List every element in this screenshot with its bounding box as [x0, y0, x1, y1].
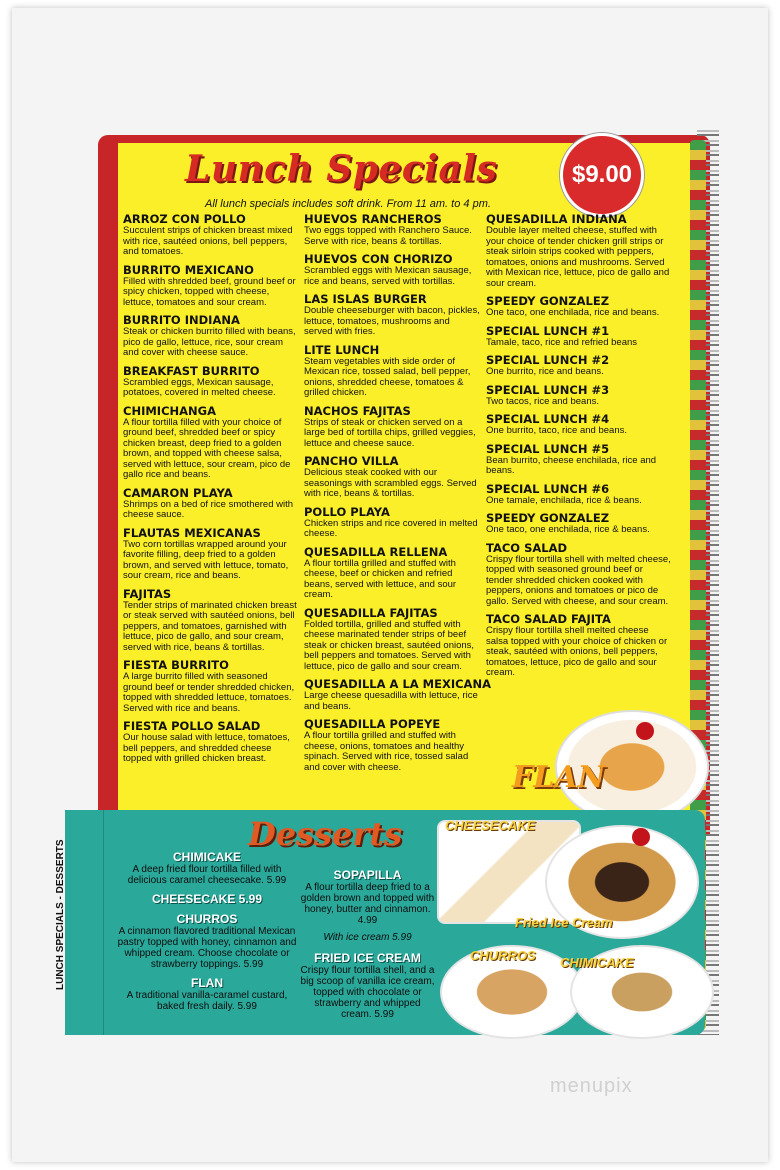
- menu-item-name: CAMARON PLAYA: [123, 485, 233, 500]
- menu-item: [304, 213, 480, 247]
- menu-item-name: FLAUTAS MEXICANAS: [123, 525, 261, 540]
- menu-item: [123, 213, 299, 258]
- menu-item-name: FAJITAS: [123, 586, 172, 601]
- menu-item-name: FIESTA BURRITO: [123, 658, 229, 672]
- menu-item-name: SPEEDY GONZALEZ: [486, 294, 610, 308]
- dessert-note: With ice cream 5.99: [323, 932, 412, 943]
- menu-item: [123, 588, 299, 654]
- menu-item-name: QUESADILLA A LA MEXICANA: [304, 677, 491, 691]
- menu-item-desc: Delicious steak cooked with our seasonings with scrambled eggs. Served with rice, beans & tortillas.: [304, 467, 477, 499]
- menu-item-name: PANCHO VILLA: [304, 454, 399, 468]
- menu-item: [486, 413, 672, 437]
- menu-item-name: BURRITO MEXICANO: [123, 262, 254, 277]
- menu-item-name: TACO SALAD FAJITA: [486, 612, 611, 626]
- fried-ice-cream-photo-label: Fried Ice Cream: [515, 915, 613, 930]
- menu-item-name: SPEEDY GONZALEZ: [486, 511, 610, 525]
- menu-item-name: NACHOS FAJITAS: [304, 403, 411, 418]
- menu-item: [123, 405, 299, 481]
- menu-item: [123, 659, 299, 714]
- menu-item-desc: Double cheeseburger with bacon, pickles, lettuce, tomatoes, mushrooms and served with fries.: [304, 305, 480, 337]
- dessert-name: SOPAPILLA: [333, 868, 402, 882]
- menu-item-name: HUEVOS RANCHEROS: [304, 212, 442, 226]
- dessert-name: FLAN: [191, 976, 223, 990]
- menu-item-desc: One taco, one enchilada, rice and beans.: [486, 307, 660, 318]
- desserts-column-2: [300, 868, 435, 1026]
- menu-item-desc: A flour tortilla filled with your choice of ground beef, shredded beef or spicy chicken breast, deep fried to a golden brown, and topped with cheese salsa, served with lettuce, sour cream, pico de gallo rice and beans.: [123, 416, 291, 480]
- menu-item-name: SPECIAL LUNCH #1: [486, 323, 610, 338]
- menu-item-name: SPECIAL LUNCH #4: [486, 412, 610, 426]
- dessert-name: FRIED ICE CREAM: [314, 951, 421, 965]
- menu-item-name: ARROZ CON POLLO: [123, 212, 246, 226]
- menu-item-name: SPECIAL LUNCH #3: [486, 382, 610, 397]
- churros-photo-label: CHURROS: [470, 948, 536, 963]
- menu-item-name: QUESADILLA FAJITAS: [304, 605, 438, 620]
- lunch-subtitle: All lunch specials includes soft drink. From 11 am. to 4 pm.: [205, 198, 491, 210]
- menu-item: [304, 253, 480, 287]
- flan-photo-label: FLAN: [512, 760, 606, 795]
- dessert-desc: A cinnamon flavored traditional Mexican pastry topped with honey, cinnamon and whipped cream. Choose chocolate or strawberry toppings. 5.99: [117, 926, 297, 970]
- menu-item-name: LAS ISLAS BURGER: [304, 292, 427, 306]
- menu-item-name: HUEVOS CON CHORIZO: [304, 252, 453, 266]
- menu-item: [486, 213, 672, 289]
- menu-item: [123, 264, 299, 309]
- lunch-column-1: [123, 213, 299, 771]
- menu-item: [123, 527, 299, 582]
- desserts-title: Desserts: [248, 815, 403, 853]
- menu-item-desc: One tamale, enchilada, rice & beans.: [486, 494, 642, 506]
- menu-item-desc: Steak or chicken burrito filled with beans, pico de gallo, lettuce, rice, sour cream and cover with cheese sauce.: [123, 326, 296, 358]
- menu-item-desc: Bean burrito, cheese enchilada, rice and beans.: [486, 454, 657, 476]
- menu-item-desc: Folded tortilla, grilled and stuffed with cheese marinated tender strips of beef steak or chicken breast, sautéed onions, bell peppers and tomatoes. Served with lettuce, pico de gallo and sour cream.: [304, 618, 475, 672]
- menu-item-desc: Two eggs topped with Ranchero Sauce. Serve with rice, beans & tortillas.: [304, 225, 472, 247]
- menu-item-desc: Large cheese quesadilla with lettuce, rice and beans.: [304, 690, 478, 712]
- menu-item-name: LITE LUNCH: [304, 342, 380, 357]
- menu-item-desc: A flour tortilla grilled and stuffed with cheese, onions, tomatoes and healthy spinach. Served with rice, tossed salad and cover with cheese.: [304, 730, 469, 773]
- lunch-column-3: [486, 213, 672, 685]
- menu-item: [486, 325, 672, 349]
- menu-item-desc: Succulent strips of chicken breast mixed with rice, sautéed onions, bell peppers, and tomatoes.: [123, 225, 293, 257]
- menu-item: [123, 314, 299, 359]
- menu-item-name: TACO SALAD: [486, 540, 568, 555]
- lunch-column-2: [304, 212, 491, 779]
- menu-item-name: SPECIAL LUNCH #6: [486, 481, 610, 496]
- menu-item-desc: Scrambled eggs, Mexican sausage, potatoes, covered in melted cheese.: [123, 376, 276, 398]
- menu-item-name: SPECIAL LUNCH #2: [486, 353, 610, 367]
- menu-item: [304, 455, 480, 500]
- menu-item-desc: Chicken strips and rice covered in melted cheese.: [304, 517, 478, 539]
- menu-item-desc: One taco, one enchilada, rice & beans.: [486, 524, 650, 535]
- menu-item: [486, 443, 672, 477]
- menu-item-desc: Crispy flour tortilla shell melted cheese salsa topped with your choice of chicken or steak, sautéed with onions, bell peppers, tomatoes, lettuce, pico de gallo and sour cream.: [486, 625, 668, 678]
- menu-item-desc: Steam vegetables with side order of Mexican rice, tossed salad, bell pepper, onions, shredded cheese, tomatoes & grilled chicken.: [304, 355, 471, 398]
- desserts-tab: [65, 810, 104, 1035]
- menu-item-desc: Shrimps on a bed of rice smothered with cheese sauce.: [123, 498, 294, 520]
- menu-item-name: SPECIAL LUNCH #5: [486, 441, 610, 456]
- menu-item-desc: Double layer melted cheese, stuffed with your choice of tender chicken grill strips or steak sirloin strips cooked with peppers, tomatoes, onions and mushrooms. Served with Mexican rice, lettuce, pico de gallo and sour cream.: [486, 225, 670, 289]
- menu-item: [304, 506, 480, 540]
- menu-item: [304, 607, 480, 673]
- chimicake-photo-label: CHIMICAKE: [560, 955, 634, 970]
- watermark: menupix: [550, 1075, 633, 1097]
- menu-item: [486, 295, 672, 319]
- dessert-desc: Crispy flour tortilla shell, and a big scoop of vanilla ice cream, topped with chocolate or strawberry and whipped cream. 5.99: [300, 965, 435, 1020]
- cherry-icon: [636, 722, 654, 740]
- menu-item: [486, 384, 672, 408]
- menu-item: [304, 718, 480, 773]
- menu-item-name: BURRITO INDIANA: [123, 313, 240, 327]
- menu-item-desc: A large burrito filled with seasoned ground beef or tender shredded chicken, topped with shredded lettuce, tomatoes. Served with rice and beans.: [123, 671, 295, 714]
- menu-item-desc: Strips of steak or chicken served on a large bed of tortilla chips, grilled veggies, lettuce and cheese sauce.: [304, 416, 476, 449]
- menu-item-name: QUESADILLA RELLENA: [304, 544, 448, 559]
- menu-item-desc: One burrito, rice and beans.: [486, 366, 604, 377]
- dessert-name: CHEESECAKE 5.99: [151, 892, 263, 906]
- menu-item-name: POLLO PLAYA: [304, 504, 390, 519]
- menu-item: [304, 344, 480, 399]
- dessert-name: CHIMICAKE: [173, 850, 241, 864]
- menu-item: [304, 677, 491, 712]
- menu-item-name: BREAKFAST BURRITO: [123, 363, 260, 378]
- menu-item: [304, 405, 480, 450]
- menu-item-name: FIESTA POLLO SALAD: [123, 719, 261, 733]
- cherry-icon: [632, 828, 650, 846]
- dessert-desc: A flour tortilla deep fried to a golden brown and topped with honey, butter and cinnamon. 4.99: [300, 882, 435, 926]
- menu-item-desc: Our house salad with lettuce, tomatoes, bell peppers, and shredded cheese topped with grilled chicken breast.: [123, 732, 290, 764]
- price-badge: $9.00: [560, 133, 644, 217]
- menu-item-desc: Crispy flour tortilla shell with melted cheese, topped with seasoned ground beef or tender shredded chicken cooked with peppers, onions and tomatoes or pico de gallo. Served with cheese, and sour cream.: [486, 553, 671, 607]
- menu-item: [123, 365, 299, 399]
- menu-item: [486, 542, 672, 608]
- dessert-desc: A deep fried flour tortilla filled with delicious caramel cheesecake. 5.99: [127, 864, 287, 886]
- menu-item-name: QUESADILLA POPEYE: [304, 717, 441, 731]
- menu-item: [486, 613, 672, 679]
- dessert-desc: A traditional vanilla-caramel custard, baked fresh daily. 5.99: [126, 990, 288, 1012]
- menu-item-desc: Tender strips of marinated chicken breast or steak served with sautéed onions, bell peppers, and tomatoes, garnished with lettuce, pico de gallo, and sour cream, served with rice, beans & tortillas.: [123, 599, 297, 653]
- menu-item-desc: Two corn tortillas wrapped around your favorite filling, deep fried to a golden brown, and served with lettuce, tomato, sour cream, rice and beans.: [123, 538, 289, 581]
- menu-item-desc: Two tacos, rice and beans.: [486, 395, 600, 407]
- cheesecake-photo-label: CHEESECAKE: [445, 818, 536, 833]
- menu-item-desc: Filled with shredded beef, ground beef or spicy chicken, topped with cheese, lettuce, tomatoes and sour cream.: [123, 275, 296, 308]
- menu-item: [304, 546, 480, 601]
- menu-item: [486, 354, 672, 378]
- menu-item: [304, 293, 480, 338]
- menu-item: [486, 483, 672, 507]
- lunch-specials-title: Lunch Specials: [185, 148, 498, 190]
- menu-item-desc: Tamale, taco, rice and refried beans: [486, 336, 638, 348]
- desserts-column-1: [112, 850, 302, 1018]
- menu-item-desc: One burrito, taco, rice and beans.: [486, 425, 627, 436]
- menu-item-desc: Scrambled eggs with Mexican sausage, rice and beans, served with tortillas.: [304, 265, 472, 287]
- menu-item: [486, 512, 672, 536]
- dessert-name: CHURROS: [176, 912, 238, 926]
- menu-item: [123, 720, 299, 765]
- side-label: LUNCH SPECIALS - DESSERTS: [55, 839, 66, 990]
- menu-item-name: CHIMICHANGA: [123, 403, 216, 418]
- menu-item-name: QUESADILLA INDIANA: [486, 212, 627, 226]
- menu-item-desc: A flour tortilla grilled and stuffed with cheese, beef or chicken and refried beans, served with lettuce, and sour cream.: [304, 557, 457, 600]
- menu-item: [123, 487, 299, 521]
